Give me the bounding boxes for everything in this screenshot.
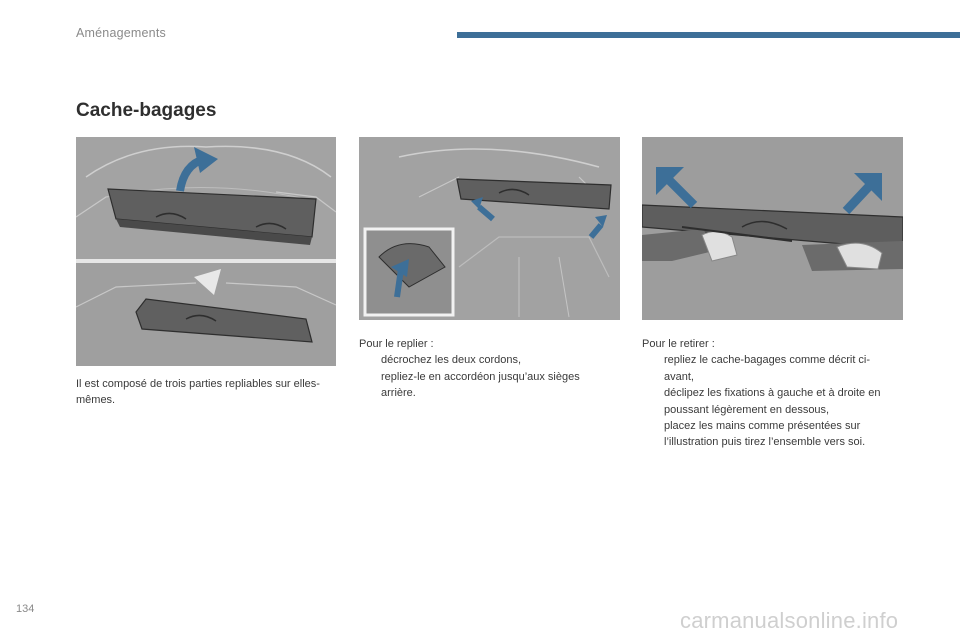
- intro-paragraph: Il est composé de trois parties repliables sur elles-mêmes.: [76, 378, 320, 407]
- intro-column: [76, 376, 326, 409]
- page-title: Cache-bagages: [76, 100, 217, 121]
- page-number: 134: [16, 603, 35, 615]
- list-item: repliez-le en accordéon jusqu’aux sièges arrière.: [381, 370, 580, 400]
- parcel-shelf-removal-illustration: [642, 137, 903, 320]
- fold-steps: [359, 352, 615, 401]
- parcel-shelf-cord-release-illustration: [359, 137, 620, 320]
- list-item: décrochez les deux cordons,: [381, 354, 522, 367]
- parcel-shelf-folding-illustration: [76, 137, 336, 366]
- fold-intro: Pour le replier :: [359, 338, 434, 350]
- header-rule: [457, 32, 960, 38]
- list-item: repliez le cache-bagages comme décrit ci-avant,: [664, 354, 871, 383]
- fold-instructions: [359, 336, 615, 402]
- watermark: carmanualsonline.info: [680, 608, 899, 633]
- removal-instructions: [642, 336, 898, 451]
- list-item: placez les mains comme présentées sur l’illustration puis tirez l’ensemble vers soi.: [664, 420, 866, 449]
- removal-steps: [642, 352, 898, 450]
- section-label: Aménagements: [76, 26, 166, 40]
- list-item: déclipez les fixations à gauche et à droite en poussant légèrement en dessous,: [664, 387, 881, 416]
- removal-intro: Pour le retirer :: [642, 338, 715, 350]
